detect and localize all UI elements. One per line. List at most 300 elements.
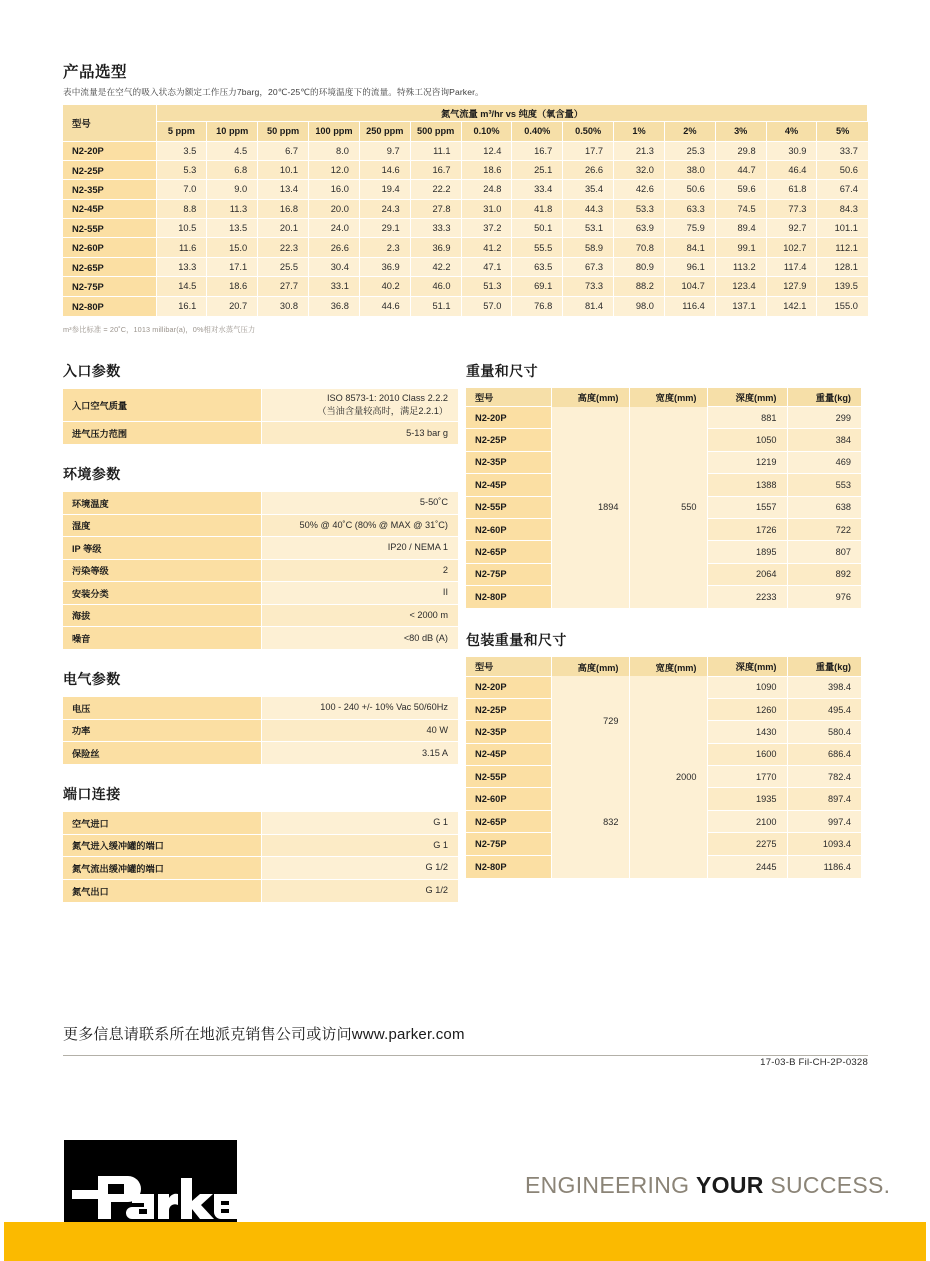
model-cell: N2-60P	[63, 238, 156, 257]
port-value: G 1/2	[261, 857, 458, 880]
flow-value-cell: 27.8	[410, 199, 461, 218]
depth-cell: 2100	[707, 810, 787, 832]
section-ports	[63, 784, 466, 902]
selection-col-header: 100 ppm	[309, 121, 360, 141]
flow-value-cell: 101.1	[817, 219, 868, 238]
flow-value-cell: 25.1	[512, 160, 563, 179]
flow-value-cell: 41.2	[461, 238, 512, 257]
flow-value-cell: 84.3	[817, 199, 868, 218]
environment-label: 噪音	[63, 627, 261, 650]
depth-cell: 2445	[707, 855, 787, 877]
model-cell: N2-55P	[466, 496, 551, 518]
flow-value-cell: 51.3	[461, 277, 512, 296]
height-span-cell: 832	[551, 766, 629, 878]
selection-col-header: 4%	[766, 121, 817, 141]
flow-value-cell: 11.1	[410, 141, 461, 160]
electrical-label: 功率	[63, 719, 261, 742]
inlet-label: 进气压力范围	[63, 422, 261, 445]
flow-value-cell: 63.5	[512, 257, 563, 276]
weight-dims-header-row	[466, 388, 861, 407]
flow-value-cell: 84.1	[664, 238, 715, 257]
dim-col-header: 宽度(mm)	[629, 657, 707, 676]
environment-value: 5-50˚C	[261, 492, 458, 515]
electrical-value: 3.15 A	[261, 742, 458, 765]
depth-cell: 1388	[707, 474, 787, 496]
environment-table-body	[63, 492, 458, 650]
depth-cell: 1557	[707, 496, 787, 518]
port-label: 空气进口	[63, 812, 261, 835]
flow-value-cell: 57.0	[461, 296, 512, 315]
weight-cell: 722	[787, 518, 861, 540]
flow-value-cell: 42.2	[410, 257, 461, 276]
product-selection-table	[63, 105, 868, 316]
table-row	[63, 388, 458, 422]
environment-value: 50% @ 40˚C (80% @ MAX @ 31˚C)	[261, 514, 458, 537]
flow-value-cell: 30.4	[309, 257, 360, 276]
height-span-cell: 729	[551, 676, 629, 766]
environment-value: IP20 / NEMA 1	[261, 537, 458, 560]
flow-value-cell: 112.1	[817, 238, 868, 257]
port-value: G 1	[261, 812, 458, 835]
inlet-value: 5-13 bar g	[261, 422, 458, 445]
electrical-table	[63, 696, 458, 764]
flow-value-cell: 17.7	[563, 141, 614, 160]
environment-value: 2	[261, 559, 458, 582]
flow-value-cell: 20.1	[258, 219, 309, 238]
flow-value-cell: 14.6	[359, 160, 410, 179]
ports-table-body	[63, 812, 458, 902]
flow-value-cell: 33.7	[817, 141, 868, 160]
flow-value-cell: 25.5	[258, 257, 309, 276]
flow-value-cell: 18.6	[207, 277, 258, 296]
flow-value-cell: 12.4	[461, 141, 512, 160]
model-cell: N2-45P	[63, 199, 156, 218]
flow-value-cell: 19.4	[359, 180, 410, 199]
selection-col-header: 0.40%	[512, 121, 563, 141]
electrical-heading: 电气参数	[63, 671, 121, 688]
flow-value-cell: 35.4	[563, 180, 614, 199]
depth-cell: 2275	[707, 833, 787, 855]
flow-value-cell: 50.6	[817, 160, 868, 179]
flow-value-cell: 67.3	[563, 257, 614, 276]
weight-cell: 384	[787, 429, 861, 451]
flow-value-cell: 99.1	[715, 238, 766, 257]
width-span-cell: 2000	[629, 676, 707, 878]
table-row	[63, 492, 458, 515]
width-span-cell: 550	[629, 407, 707, 609]
inlet-label: 入口空气质量	[63, 388, 261, 422]
weight-cell: 469	[787, 451, 861, 473]
flow-value-cell: 10.1	[258, 160, 309, 179]
selection-col-header: 1%	[614, 121, 665, 141]
flow-value-cell: 77.3	[766, 199, 817, 218]
depth-cell: 1050	[707, 429, 787, 451]
brand-tagline	[525, 1172, 890, 1199]
flow-value-cell: 11.3	[207, 199, 258, 218]
flow-value-cell: 2.3	[359, 238, 410, 257]
flow-value-cell: 7.0	[156, 180, 207, 199]
flow-value-cell: 116.4	[664, 296, 715, 315]
selection-footnote: m³参比标准 = 20˚C，1013 millibar(a)，0%相对水蒸气压力	[63, 324, 256, 334]
flow-value-cell: 16.8	[258, 199, 309, 218]
environment-label: 海拔	[63, 604, 261, 627]
table-row	[63, 514, 458, 537]
dim-col-header: 重量(kg)	[787, 388, 861, 407]
model-cell: N2-60P	[466, 788, 551, 810]
flow-value-cell: 30.9	[766, 141, 817, 160]
environment-label: 湿度	[63, 514, 261, 537]
flow-value-cell: 59.6	[715, 180, 766, 199]
flow-value-cell: 58.9	[563, 238, 614, 257]
selection-col-header: 50 ppm	[258, 121, 309, 141]
model-cell: N2-25P	[63, 160, 156, 179]
flow-value-cell: 8.0	[309, 141, 360, 160]
flow-value-cell: 50.1	[512, 219, 563, 238]
depth-cell: 1895	[707, 541, 787, 563]
pack-dims-heading: 包装重量和尺寸	[466, 632, 567, 649]
electrical-label: 保险丝	[63, 742, 261, 765]
parker-logo	[64, 1140, 237, 1233]
flow-value-cell: 142.1	[766, 296, 817, 315]
flow-value-cell: 8.8	[156, 199, 207, 218]
weight-cell: 807	[787, 541, 861, 563]
flow-value-cell: 38.0	[664, 160, 715, 179]
flow-value-cell: 63.9	[614, 219, 665, 238]
flow-value-cell: 104.7	[664, 277, 715, 296]
table-row	[63, 742, 458, 765]
flow-value-cell: 24.3	[359, 199, 410, 218]
selection-col-header: 3%	[715, 121, 766, 141]
port-label: 氮气出口	[63, 879, 261, 902]
flow-value-cell: 9.7	[359, 141, 410, 160]
flow-value-cell: 46.0	[410, 277, 461, 296]
model-cell: N2-65P	[466, 810, 551, 832]
flow-value-cell: 61.8	[766, 180, 817, 199]
flow-value-cell: 22.3	[258, 238, 309, 257]
selection-col-header: 0.50%	[563, 121, 614, 141]
flow-value-cell: 33.4	[512, 180, 563, 199]
environment-label: 环境温度	[63, 492, 261, 515]
table-row	[63, 238, 868, 257]
tagline-bold: YOUR	[696, 1172, 764, 1198]
dim-col-header: 重量(kg)	[787, 657, 861, 676]
flow-value-cell: 47.1	[461, 257, 512, 276]
section-package-dimensions	[466, 630, 861, 878]
document-code: 17-03-B Fil-CH-2P-0328	[760, 1057, 868, 1068]
selection-col-header: 5%	[817, 121, 868, 141]
flow-value-cell: 44.6	[359, 296, 410, 315]
selection-col-header: 5 ppm	[156, 121, 207, 141]
page-title: 产品选型	[63, 64, 128, 81]
flow-value-cell: 31.0	[461, 199, 512, 218]
flow-value-cell: 42.6	[614, 180, 665, 199]
section-electrical	[63, 669, 466, 764]
flow-value-cell: 51.1	[410, 296, 461, 315]
flow-value-cell: 70.8	[614, 238, 665, 257]
flow-value-cell: 21.3	[614, 141, 665, 160]
weight-cell: 997.4	[787, 810, 861, 832]
port-label: 氮气流出缓冲罐的端口	[63, 857, 261, 880]
pack-dims-header-row	[466, 657, 861, 676]
selection-table-body	[63, 141, 868, 316]
model-cell: N2-75P	[466, 563, 551, 585]
flow-value-cell: 69.1	[512, 277, 563, 296]
model-cell: N2-60P	[466, 518, 551, 540]
selection-col-header: 2%	[664, 121, 715, 141]
table-row	[63, 879, 458, 902]
dim-col-header: 宽度(mm)	[629, 388, 707, 407]
section-inlet	[63, 361, 466, 445]
depth-cell: 1935	[707, 788, 787, 810]
selection-group-header: 氮气流量 m³/hr vs 纯度（氧含量）	[156, 105, 868, 121]
weight-cell: 299	[787, 407, 861, 429]
model-cell: N2-80P	[63, 296, 156, 315]
flow-value-cell: 89.4	[715, 219, 766, 238]
model-cell: N2-25P	[466, 698, 551, 720]
model-cell: N2-20P	[466, 676, 551, 698]
flow-value-cell: 32.0	[614, 160, 665, 179]
parker-logo-icon	[64, 1140, 237, 1233]
flow-value-cell: 36.9	[410, 238, 461, 257]
flow-value-cell: 24.8	[461, 180, 512, 199]
environment-table	[63, 491, 458, 649]
model-cell: N2-65P	[466, 541, 551, 563]
selection-table-head	[63, 105, 868, 141]
section-environment	[63, 464, 466, 649]
flow-value-cell: 155.0	[817, 296, 868, 315]
inlet-table	[63, 388, 458, 445]
flow-value-cell: 5.3	[156, 160, 207, 179]
flow-value-cell: 37.2	[461, 219, 512, 238]
inlet-heading: 入口参数	[63, 362, 121, 379]
electrical-table-body	[63, 697, 458, 765]
model-cell: N2-45P	[466, 743, 551, 765]
depth-cell: 1600	[707, 743, 787, 765]
left-column	[63, 361, 466, 922]
flow-value-cell: 98.0	[614, 296, 665, 315]
table-row	[63, 537, 458, 560]
selection-group-header-row	[63, 105, 868, 121]
flow-value-cell: 33.3	[410, 219, 461, 238]
table-row	[63, 559, 458, 582]
page-content	[63, 60, 868, 922]
table-row	[63, 141, 868, 160]
dim-col-header: 深度(mm)	[707, 388, 787, 407]
flow-value-cell: 40.2	[359, 277, 410, 296]
flow-value-cell: 4.5	[207, 141, 258, 160]
flow-value-cell: 12.0	[309, 160, 360, 179]
table-row	[466, 407, 861, 429]
table-row	[63, 160, 868, 179]
environment-label: 安装分类	[63, 582, 261, 605]
selection-column-header-row	[63, 121, 868, 141]
right-column	[466, 361, 868, 922]
weight-cell: 1093.4	[787, 833, 861, 855]
height-span-cell: 1894	[551, 407, 629, 609]
table-row	[63, 697, 458, 720]
flow-value-cell: 44.3	[563, 199, 614, 218]
table-row	[63, 296, 868, 315]
depth-cell: 1090	[707, 676, 787, 698]
flow-value-cell: 75.9	[664, 219, 715, 238]
weight-cell: 580.4	[787, 721, 861, 743]
flow-value-cell: 22.2	[410, 180, 461, 199]
flow-value-cell: 9.0	[207, 180, 258, 199]
flow-value-cell: 6.7	[258, 141, 309, 160]
depth-cell: 1219	[707, 451, 787, 473]
flow-value-cell: 53.1	[563, 219, 614, 238]
model-cell: N2-55P	[466, 766, 551, 788]
flow-value-cell: 16.1	[156, 296, 207, 315]
dim-col-header: 高度(mm)	[551, 657, 629, 676]
flow-value-cell: 46.4	[766, 160, 817, 179]
ports-heading: 端口连接	[63, 786, 121, 803]
flow-value-cell: 6.8	[207, 160, 258, 179]
flow-value-cell: 16.7	[410, 160, 461, 179]
table-row	[63, 257, 868, 276]
tagline-part-2: SUCCESS.	[763, 1172, 891, 1198]
flow-value-cell: 139.5	[817, 277, 868, 296]
weight-cell: 553	[787, 474, 861, 496]
table-row	[63, 199, 868, 218]
model-cell: N2-55P	[63, 219, 156, 238]
table-row	[63, 812, 458, 835]
flow-value-cell: 128.1	[817, 257, 868, 276]
selection-model-header: 型号	[63, 105, 156, 141]
electrical-label: 电压	[63, 697, 261, 720]
weight-dims-heading: 重量和尺寸	[466, 362, 538, 379]
model-cell: N2-80P	[466, 586, 551, 608]
table-row	[63, 219, 868, 238]
footer-divider	[63, 1055, 868, 1056]
flow-value-cell: 29.8	[715, 141, 766, 160]
selection-note: 表中流量是在空气的吸入状态为额定工作压力7barg，20℃-25℃的环境温度下的流量。特殊工况咨询Parker。	[63, 87, 484, 97]
flow-value-cell: 14.5	[156, 277, 207, 296]
flow-value-cell: 74.5	[715, 199, 766, 218]
flow-value-cell: 50.6	[664, 180, 715, 199]
flow-value-cell: 26.6	[309, 238, 360, 257]
table-row	[63, 857, 458, 880]
port-value: G 1/2	[261, 879, 458, 902]
table-row	[63, 627, 458, 650]
flow-value-cell: 30.8	[258, 296, 309, 315]
package-dimensions-table	[466, 657, 861, 878]
ports-table	[63, 811, 458, 902]
weight-cell: 976	[787, 586, 861, 608]
flow-value-cell: 20.0	[309, 199, 360, 218]
model-cell: N2-35P	[63, 180, 156, 199]
electrical-value: 40 W	[261, 719, 458, 742]
flow-value-cell: 127.9	[766, 277, 817, 296]
section-weight-dimensions	[466, 361, 861, 609]
flow-value-cell: 13.3	[156, 257, 207, 276]
dim-col-header: 高度(mm)	[551, 388, 629, 407]
depth-cell: 1430	[707, 721, 787, 743]
flow-value-cell: 76.8	[512, 296, 563, 315]
tagline-part-1: ENGINEERING	[525, 1172, 697, 1198]
flow-value-cell: 25.3	[664, 141, 715, 160]
port-value: G 1	[261, 834, 458, 857]
model-cell: N2-25P	[466, 429, 551, 451]
flow-value-cell: 73.3	[563, 277, 614, 296]
environment-heading: 环境参数	[63, 466, 121, 483]
model-cell: N2-35P	[466, 451, 551, 473]
flow-value-cell: 10.5	[156, 219, 207, 238]
flow-value-cell: 3.5	[156, 141, 207, 160]
dim-col-header: 型号	[466, 388, 551, 407]
selection-col-header: 0.10%	[461, 121, 512, 141]
flow-value-cell: 63.3	[664, 199, 715, 218]
flow-value-cell: 81.4	[563, 296, 614, 315]
weight-cell: 782.4	[787, 766, 861, 788]
flow-value-cell: 13.4	[258, 180, 309, 199]
depth-cell: 1260	[707, 698, 787, 720]
weight-cell: 897.4	[787, 788, 861, 810]
environment-value: <80 dB (A)	[261, 627, 458, 650]
weight-cell: 686.4	[787, 743, 861, 765]
flow-value-cell: 13.5	[207, 219, 258, 238]
flow-value-cell: 26.6	[563, 160, 614, 179]
model-cell: N2-45P	[466, 474, 551, 496]
table-row	[63, 180, 868, 199]
footer-contact: 更多信息请联系所在地派克销售公司或访问www.parker.com	[63, 1026, 465, 1043]
port-label: 氮气进入缓冲罐的端口	[63, 834, 261, 857]
flow-value-cell: 44.7	[715, 160, 766, 179]
pack-dims-body	[466, 676, 861, 878]
depth-cell: 1726	[707, 518, 787, 540]
flow-value-cell: 29.1	[359, 219, 410, 238]
model-cell: N2-75P	[63, 277, 156, 296]
weight-dims-body	[466, 407, 861, 609]
model-cell: N2-20P	[63, 141, 156, 160]
selection-col-header: 500 ppm	[410, 121, 461, 141]
flow-value-cell: 11.6	[156, 238, 207, 257]
flow-value-cell: 102.7	[766, 238, 817, 257]
spec-columns	[63, 361, 868, 922]
model-cell: N2-35P	[466, 721, 551, 743]
flow-value-cell: 36.8	[309, 296, 360, 315]
flow-value-cell: 92.7	[766, 219, 817, 238]
flow-value-cell: 16.7	[512, 141, 563, 160]
dim-col-header: 型号	[466, 657, 551, 676]
flow-value-cell: 137.1	[715, 296, 766, 315]
section-product-selection	[63, 60, 868, 335]
flow-value-cell: 123.4	[715, 277, 766, 296]
flow-value-cell: 33.1	[309, 277, 360, 296]
environment-value: II	[261, 582, 458, 605]
model-cell: N2-75P	[466, 833, 551, 855]
model-cell: N2-80P	[466, 855, 551, 877]
flow-value-cell: 96.1	[664, 257, 715, 276]
flow-value-cell: 53.3	[614, 199, 665, 218]
table-row	[63, 277, 868, 296]
flow-value-cell: 18.6	[461, 160, 512, 179]
weight-cell: 1186.4	[787, 855, 861, 877]
depth-cell: 1770	[707, 766, 787, 788]
bottom-brand-bar	[4, 1222, 926, 1261]
inlet-value: ISO 8573-1: 2010 Class 2.2.2 （当油含量较高时，满足2.2.1）	[261, 388, 458, 422]
flow-value-cell: 27.7	[258, 277, 309, 296]
selection-col-header: 10 ppm	[207, 121, 258, 141]
weight-dimensions-table	[466, 388, 861, 609]
weight-cell: 398.4	[787, 676, 861, 698]
flow-value-cell: 117.4	[766, 257, 817, 276]
flow-value-cell: 113.2	[715, 257, 766, 276]
flow-value-cell: 55.5	[512, 238, 563, 257]
flow-value-cell: 15.0	[207, 238, 258, 257]
weight-cell: 892	[787, 563, 861, 585]
inlet-table-body	[63, 388, 458, 444]
